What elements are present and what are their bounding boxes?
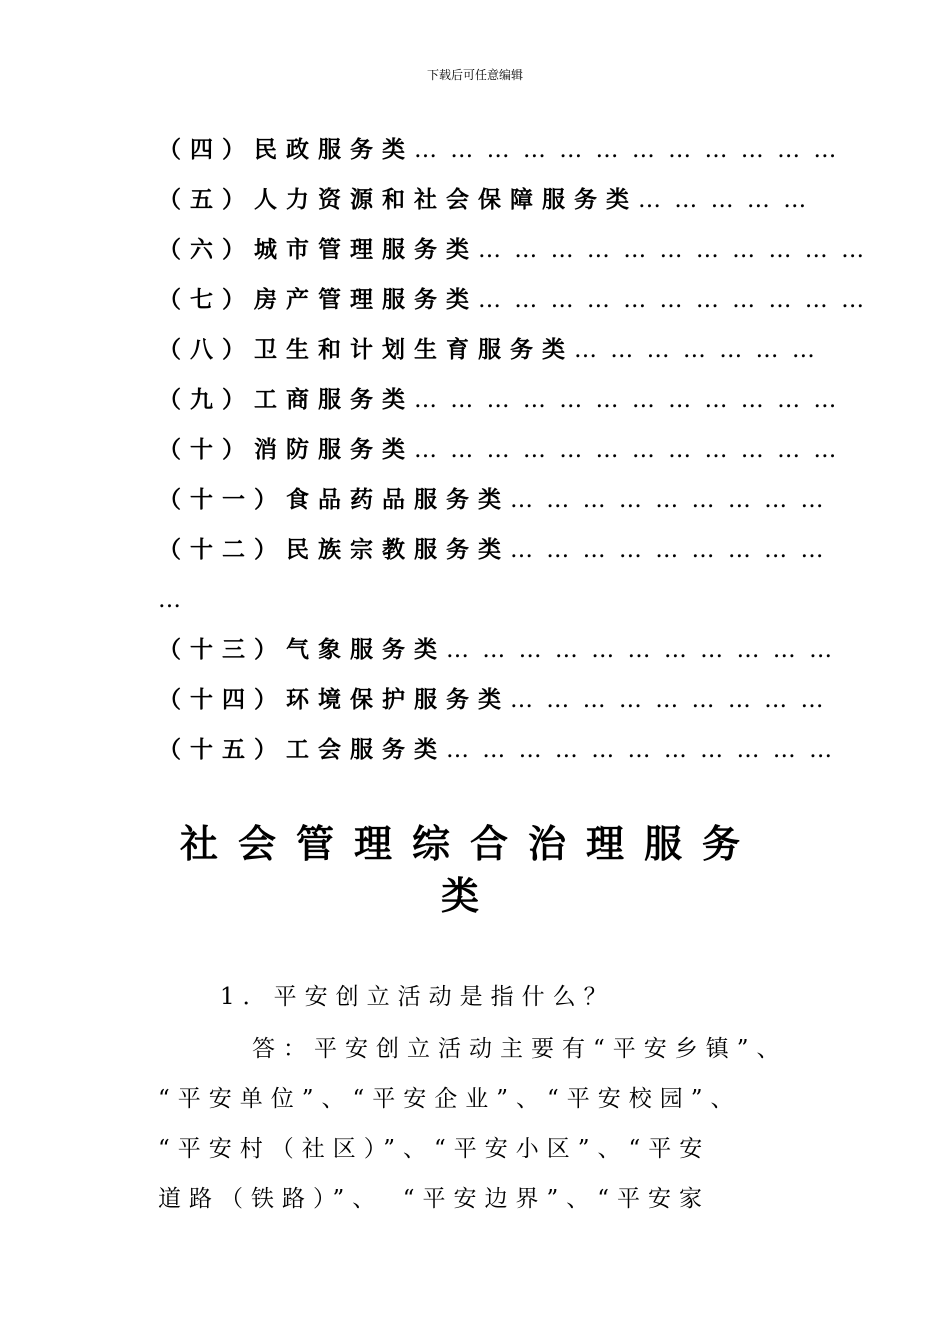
- answer-line: “平安单位”、“平安企业”、“平安校园”、: [158, 1086, 742, 1112]
- section-title-line: 社会管理综合治理服务: [179, 822, 760, 866]
- table-of-contents: [158, 128, 868, 778]
- toc-entry-leader: …: [158, 587, 184, 613]
- toc-entry: [158, 678, 827, 728]
- toc-entry: [158, 328, 818, 378]
- toc-entry-leader: … … … … … … … … … … …: [478, 237, 868, 263]
- toc-entry-label: （五）人力资源和社会保障服务类: [158, 186, 638, 213]
- toc-entry-leader: … … … … … … …: [574, 337, 818, 363]
- answer-line: 答：平安创立活动主要有“平安乡镇”、: [252, 1036, 788, 1062]
- toc-entry-leader: … … … … … … … … … … … …: [414, 437, 840, 463]
- toc-entry-leader: … … … … … … … … …: [510, 687, 827, 713]
- toc-entry: [158, 128, 840, 178]
- toc-entry-label: （十五）工会服务类: [158, 736, 446, 763]
- toc-entry: [158, 628, 836, 678]
- toc-entry: [158, 728, 836, 778]
- toc-entry-leader: … … … … … … … … … … …: [446, 737, 836, 763]
- toc-entry: [158, 178, 810, 228]
- toc-entry-label: （九）工商服务类: [158, 386, 414, 413]
- answer-line: “平安村（社区）”、“平安小区”、“平安: [158, 1136, 711, 1162]
- toc-entry-label: （六）城市管理服务类: [158, 236, 478, 263]
- toc-entry: [158, 378, 840, 428]
- toc-entry-label: （八）卫生和计划生育服务类: [158, 336, 574, 363]
- toc-entry-label: （十一）食品药品服务类: [158, 486, 510, 513]
- header-note: 下载后可任意编辑: [426, 68, 523, 82]
- toc-entry-leader: … … … … … … … … …: [510, 487, 827, 513]
- toc-entry-leader: … … … … … … … … … … …: [478, 287, 868, 313]
- toc-entry: [158, 278, 868, 328]
- toc-entry-leader: … … … … … … … … … … … …: [414, 387, 840, 413]
- toc-entry-label: （十三）气象服务类: [158, 636, 446, 663]
- toc-entry-label: （四）民政服务类: [158, 136, 414, 163]
- toc-entry-continuation: [158, 578, 798, 628]
- toc-entry-label: （十二）民族宗教服务类: [158, 536, 510, 563]
- toc-entry-leader: … … … … … … … … … … …: [446, 637, 836, 663]
- toc-entry-label: （十四）环境保护服务类: [158, 686, 510, 713]
- toc-entry-leader: … … … … … … … … … … … …: [414, 137, 840, 163]
- section-title-line: 类: [440, 874, 499, 918]
- toc-entry-leader: … … … … … … … … …: [510, 537, 827, 563]
- toc-entry: [158, 428, 840, 478]
- section-title: [150, 818, 790, 922]
- toc-entry-leader: … … … … …: [638, 187, 810, 213]
- answer-line: 道路（铁路）”、 “平安边界”、“平安家: [158, 1186, 711, 1212]
- question-heading: 1．平安创立活动是指什么？: [220, 984, 615, 1010]
- toc-entry: [158, 528, 827, 578]
- toc-entry: [158, 478, 827, 528]
- toc-entry: [158, 228, 868, 278]
- toc-entry-label: （十）消防服务类: [158, 436, 414, 463]
- toc-entry-label: （七）房产管理服务类: [158, 286, 478, 313]
